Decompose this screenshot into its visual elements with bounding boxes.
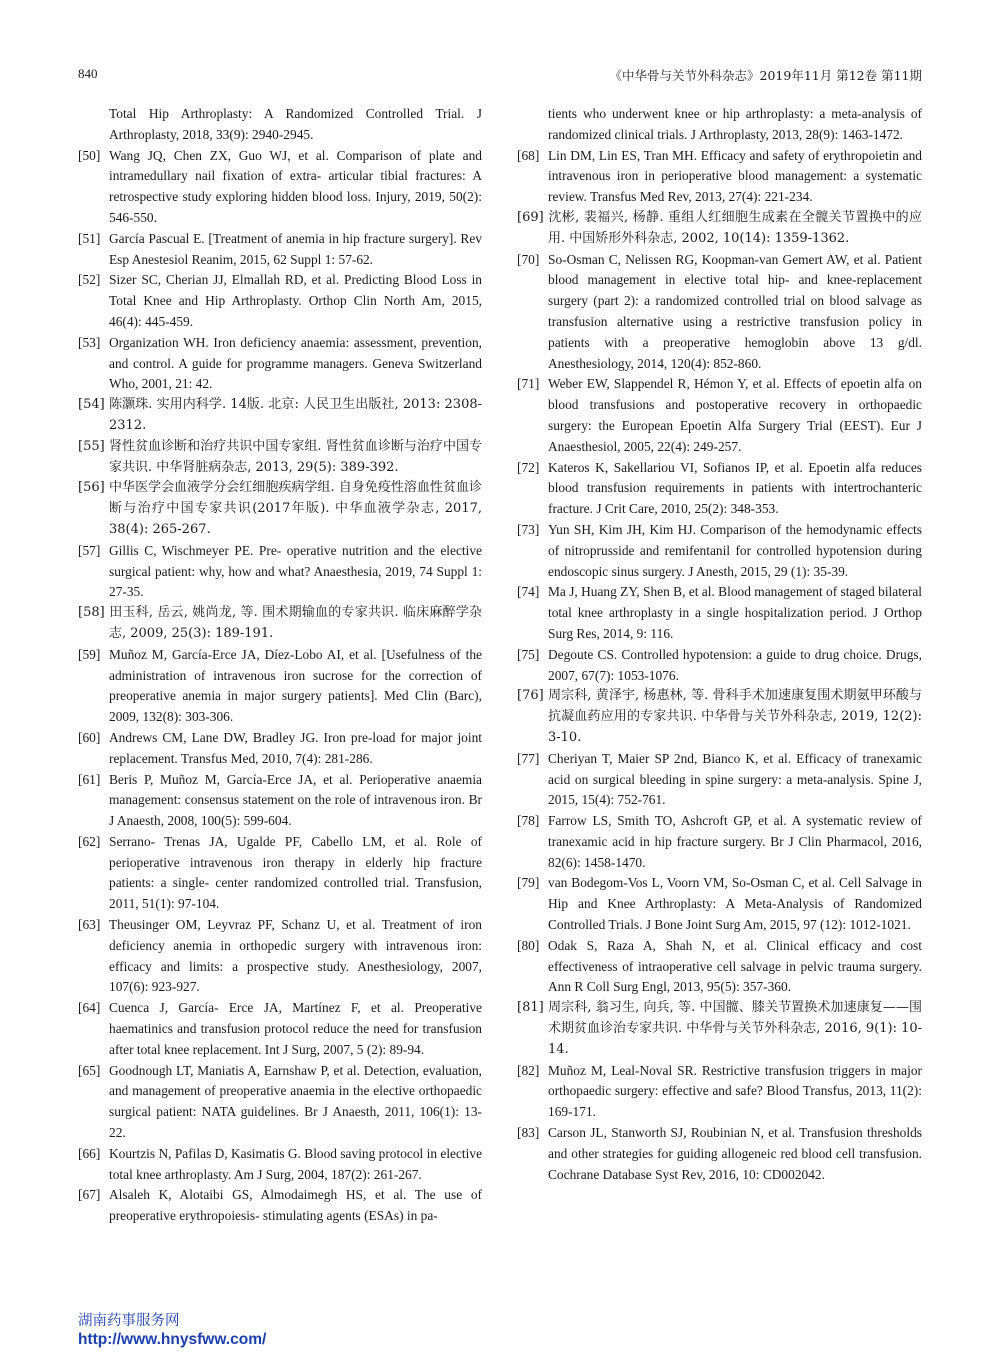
reference-entry [78, 603, 482, 645]
reference-text: Cuenca J, García- Erce JA, Martínez F, et al. Preoperative haematinics and transfusion protocol reduce the need for transfusion after total knee replacement. Int J Surg, 2007, 5 (2): 89-94. [109, 1000, 482, 1057]
reference-entry [517, 873, 922, 935]
page-number: 840 [78, 66, 98, 81]
left-column-references [78, 104, 482, 1227]
reference-entry [78, 333, 482, 395]
reference-entry [517, 686, 922, 748]
reference-entry [517, 749, 922, 811]
reference-entry [517, 104, 922, 146]
reference-text: 周宗科, 黄泽宇, 杨惠林, 等. 骨科手术加速康复围术期氨甲环酸与抗凝血药应用的专家共识. 中华骨与关节外科杂志, 2019, 12(2): 3-10. [548, 688, 922, 745]
site-name: 湖南药事服务网 [78, 1313, 180, 1329]
reference-number: [74] [517, 584, 540, 600]
reference-number: [72] [517, 459, 540, 475]
reference-text: So-Osman C, Nelissen RG, Koopman-van Gemert AW, et al. Patient blood management in elective total hip- and knee-replacement surgery (part 2): a randomized controlled trial on blood salvage as transfusion alternative using a restrictive transfusion policy in patients with a preoperative hemoglobin above 13 g/dl. Anesthesiology, 2014, 120(4): 852-860. [548, 251, 922, 371]
reference-number: [68] [517, 147, 540, 163]
reference-number: [64] [78, 1000, 101, 1016]
reference-number: [83] [517, 1125, 540, 1141]
reference-entry [78, 437, 482, 479]
reference-text: 周宗科, 翁习生, 向兵, 等. 中国髋、膝关节置换术加速康复——围术期贫血诊治专家共识. 中华骨与关节外科杂志, 2016, 9(1): 10-14. [548, 1000, 923, 1057]
reference-entry [517, 936, 922, 998]
reference-text: Muñoz M, García-Erce JA, Díez-Lobo AI, et al. [Usefulness of the administration of intravenous iron sucrose for the correction of preoperative anemia in major surgery patients]. Med Clin (Barc), 2009, 132(8): 303-306. [109, 646, 482, 725]
site-url-link[interactable]: http://www.hnysfww.com/ [78, 1331, 267, 1348]
reference-number: [71] [517, 376, 540, 392]
reference-text: Beris P, Muñoz M, García-Erce JA, et al. Perioperative anaemia management: consensus statement on the role of intravenous iron. Br J Anaesth, 2008, 100(5): 599-604. [109, 771, 482, 829]
reference-number: [65] [78, 1062, 101, 1078]
reference-text: Lin DM, Lin ES, Tran MH. Efficacy and safety of erythropoietin and intravenous iron in perioperative blood management: a systematic review. Transfus Med Rev, 2013, 27(4): 221-234. [548, 147, 922, 205]
reference-entry [517, 1123, 922, 1185]
reference-number: [61] [78, 771, 101, 787]
reference-number: [80] [517, 937, 540, 953]
reference-entry [78, 1185, 482, 1227]
reference-entry [78, 478, 482, 540]
reference-text: Odak S, Raza A, Shah N, et al. Clinical efficacy and cost effectiveness of intraoperative cell salvage in pelvic trauma surgery. Ann R Coll Surg Engl, 2013, 95(5): 357-360. [548, 937, 922, 995]
reference-text: Serrano- Trenas JA, Ugalde PF, Cabello LM, et al. Role of perioperative intravenous iron therapy in elderly hip fracture patients: a single- center randomized controlled trial. Transfusion, 2011, 51(1): 97-104. [109, 833, 482, 912]
reference-entry [517, 208, 922, 250]
reference-entry [517, 146, 922, 208]
reference-entry [78, 395, 482, 437]
reference-text: 沈彬, 裴福兴, 杨静. 重组人红细胞生成素在全髋关节置换中的应用. 中国矫形外科杂志, 2002, 10(14): 1359-1362. [548, 209, 922, 246]
reference-number: [62] [78, 833, 101, 849]
reference-number: [59] [78, 646, 101, 662]
reference-entry [517, 645, 922, 687]
reference-number: [81] [517, 1000, 544, 1016]
reference-number: [78] [517, 813, 540, 829]
reference-text: Degoute CS. Controlled hypotension: a guide to drug choice. Drugs, 2007, 67(7): 1053-1076. [548, 646, 922, 683]
reference-number: [70] [517, 251, 540, 267]
reference-text: Goodnough LT, Maniatis A, Earnshaw P, et al. Detection, evaluation, and management of preoperative anaemia in the elective orthopaedic surgical patient: NATA guidelines. Br J Anaesth, 2011, 106(1): 13-22. [109, 1062, 482, 1141]
reference-text: Theusinger OM, Leyvraz PF, Schanz U, et al. Treatment of iron deficiency anemia in orthopedic surgery with intravenous iron: efficacy and limits: a prospective study. Anesthesiology, 2007, 107(6): 923-927. [109, 917, 482, 995]
reference-number: [52] [78, 272, 101, 288]
reference-number: [66] [78, 1145, 101, 1161]
reference-number: [77] [517, 750, 540, 766]
reference-text: Ma J, Huang ZY, Shen B, et al. Blood management of staged bilateral total knee arthroplasty in a single hospitalization period. J Orthop Surg Res, 2014, 9: 116. [548, 584, 922, 641]
reference-text: 肾性贫血诊断和治疗共识中国专家组. 肾性贫血诊断与治疗中国专家共识. 中华肾脏病杂志, 2013, 29(5): 389-392. [109, 438, 482, 475]
reference-text: Andrews CM, Lane DW, Bradley JG. Iron pre-load for major joint replacement. Transfus Med, 2010, 7(4): 281-286. [109, 729, 482, 766]
reference-text: tients who underwent knee or hip arthroplasty: a meta-analysis of randomized clinical trials. J Arthroplasty, 2013, 28(9): 1463-1472. [548, 106, 922, 142]
reference-entry [78, 541, 482, 603]
reference-text: Cheriyan T, Maier SP 2nd, Bianco K, et al. Efficacy of tranexamic acid on surgical bleeding in spine surgery: a meta-analysis. Spine J, 2015, 15(4): 752-761. [548, 750, 922, 808]
reference-entry [517, 520, 922, 582]
reference-number: [60] [78, 729, 101, 745]
reference-text: Kourtzis N, Pafilas D, Kasimatis G. Blood saving protocol in elective total knee arthroplasty. Am J Surg, 2004, 187(2): 261-267. [109, 1145, 483, 1182]
reference-entry [78, 998, 482, 1060]
reference-entry [517, 811, 922, 873]
reference-entry [78, 832, 482, 915]
reference-entry [78, 728, 482, 770]
reference-number: [82] [517, 1062, 540, 1078]
reference-entry [517, 1061, 922, 1123]
page-header [78, 66, 922, 88]
reference-number: [55] [78, 438, 105, 454]
reference-text: Alsaleh K, Alotaibi GS, Almodaimegh HS, et al. The use of preoperative erythropoiesis- stimulating agents (ESAs) in pa- [109, 1187, 482, 1224]
reference-text: Wang JQ, Chen ZX, Guo WJ, et al. Comparison of plate and intramedullary nail fixation of extra- articular tibial fractures: A retrospective study exploring hidden blood loss. Injury, 2019, 50(2): 546-550. [109, 147, 482, 225]
reference-entry [78, 770, 482, 832]
reference-text: 中华医学会血液学分会红细胞疾病学组. 自身免疫性溶血性贫血诊断与治疗中国专家共识(2017年版). 中华血液学杂志, 2017, 38(4): 265-267. [109, 480, 482, 537]
reference-text: van Bodegom-Vos L, Voorn VM, So-Osman C, et al. Cell Salvage in Hip and Knee Arthroplasty: A Meta-Analysis of Randomized Controlled Trials. J Bone Joint Surg Am, 2015, 97 (12): 1012-1021. [548, 875, 922, 933]
reference-text: 田玉科, 岳云, 姚尚龙, 等. 围术期输血的专家共识. 临床麻醉学杂志, 2009, 25(3): 189-191. [109, 605, 482, 641]
reference-entry [78, 229, 482, 271]
reference-number: [51] [78, 230, 101, 246]
reference-entry [78, 104, 482, 146]
journal-info: 《中华骨与关节外科杂志》2019年11月 第12卷 第11期 [609, 68, 922, 83]
reference-number: [79] [517, 875, 540, 891]
reference-entry [517, 458, 922, 520]
reference-number: [76] [517, 688, 544, 704]
reference-text: Farrow LS, Smith TO, Ashcroft GP, et al. A systematic review of tranexamic acid in hip fracture surgery. Br J Clin Pharmacol, 2016, 82(6): 1458-1470. [548, 813, 922, 870]
reference-entry [517, 374, 922, 457]
reference-text: Yun SH, Kim JH, Kim HJ. Comparison of the hemodynamic effects of nitroprusside and remifentanil for controlled hypotension during endoscopic sinus surgery. J Anesth, 2015, 29 (1): 35-39. [548, 521, 922, 579]
reference-entry [517, 250, 922, 375]
reference-number: [63] [78, 917, 101, 933]
reference-number: [75] [517, 646, 540, 662]
reference-entry [78, 1061, 482, 1144]
reference-entry [78, 270, 482, 332]
reference-text: Organization WH. Iron deficiency anaemia: assessment, prevention, and control. A guide for programme managers. Geneva Switzerland Who, 2001, 21: 42. [109, 334, 482, 392]
reference-text: 陈灏珠. 实用内科学. 14版. 北京: 人民卫生出版社, 2013: 2308-2312. [109, 397, 482, 433]
reference-text: Gillis C, Wischmeyer PE. Pre- operative nutrition and the elective surgical patient: why, how and what? Anaesthesia, 2019, 74 Suppl 1: 27-35. [109, 542, 482, 600]
reference-text: Weber EW, Slappendel R, Hémon Y, et al. Effects of epoetin alfa on blood transfusions and postoperative recovery in orthopaedic surgery: the European Epoetin Alfa Surgery Trial (EEST). Eur J Anaesthesiol, 2005, 22(4): 249-257. [548, 376, 922, 454]
reference-number: [69] [517, 209, 544, 225]
reference-number: [57] [78, 542, 101, 558]
reference-text: Kateros K, Sakellariou VI, Sofianos IP, et al. Epoetin alfa reduces blood transfusion requirements in patients with intertrochanteric fracture. J Crit Care, 2010, 25(2): 348-353. [548, 459, 922, 517]
reference-entry [517, 998, 922, 1060]
reference-entry [517, 582, 922, 644]
reference-entry [78, 645, 482, 728]
reference-number: [53] [78, 334, 101, 350]
reference-number: [54] [78, 397, 105, 413]
watermark-footer [78, 1309, 266, 1349]
reference-entry [78, 915, 482, 998]
reference-text: Sizer SC, Cherian JJ, Elmallah RD, et al. Predicting Blood Loss in Total Knee and Hip Arthroplasty. Orthop Clin North Am, 2015, 46(4): 445-459. [109, 272, 482, 329]
reference-number: [58] [78, 605, 105, 621]
reference-number: [56] [78, 480, 105, 496]
reference-number: [50] [78, 147, 101, 163]
reference-entry [78, 146, 482, 229]
reference-text: Total Hip Arthroplasty: A Randomized Controlled Trial. J Arthroplasty, 2018, 33(9): 2940-2945. [109, 106, 482, 142]
reference-text: Carson JL, Stanworth SJ, Roubinian N, et al. Transfusion thresholds and other strategies for guiding allogeneic red blood cell transfusion. Cochrane Database Syst Rev, 2016, 10: CD002042. [548, 1125, 922, 1182]
reference-text: García Pascual E. [Treatment of anemia in hip fracture surgery]. Rev Esp Anestesiol Reanim, 2015, 62 Suppl 1: 57-62. [109, 230, 482, 267]
reference-number: [67] [78, 1187, 101, 1203]
right-column-references [517, 104, 922, 1185]
reference-text: Muñoz M, Leal-Noval SR. Restrictive transfusion triggers in major orthopaedic surgery: effective and safe? Blood Transfus, 2013, 11(2): 169-171. [548, 1062, 922, 1120]
reference-number: [73] [517, 521, 540, 537]
reference-entry [78, 1144, 482, 1186]
